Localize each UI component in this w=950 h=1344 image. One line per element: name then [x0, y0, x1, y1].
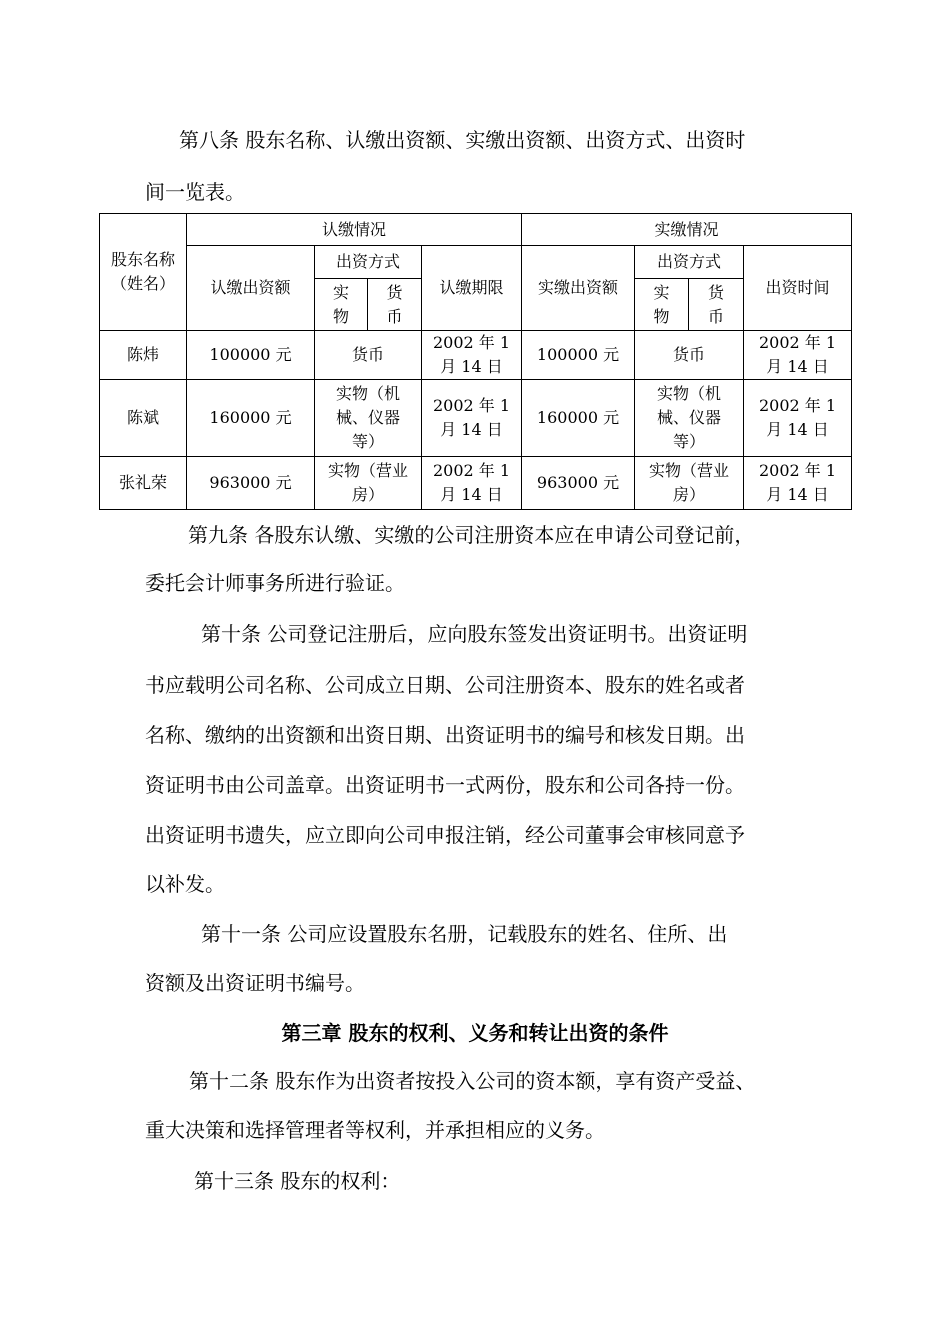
article11-line1: 第十一条 公司应设置股东名册，记载股东的姓名、住所、出 — [201, 922, 728, 946]
cell-paid-amount: 100000 元 — [522, 331, 635, 380]
cell-paid-method: 实物（机械、仪器等） — [635, 380, 744, 457]
header-subscribed-deadline: 认缴期限 — [422, 246, 522, 331]
header-contribution-method: 出资方式 — [315, 246, 422, 279]
header-subscribed-amount: 认缴出资额 — [187, 246, 315, 331]
header-physical-paid: 实物 — [635, 279, 689, 331]
header-paid-amount: 实缴出资额 — [522, 246, 635, 331]
article11-line2: 资额及出资证明书编号。 — [145, 971, 365, 995]
shareholder-contribution-table — [99, 213, 852, 510]
header-contribution-time: 出资时间 — [744, 246, 852, 331]
article13-line1: 第十三条 股东的权利： — [194, 1169, 401, 1193]
article12-line1: 第十二条 股东作为出资者按投入公司的资本额，享有资产受益、 — [189, 1069, 756, 1093]
article10-line1: 第十条 公司登记注册后，应向股东签发出资证明书。出资证明 — [201, 622, 748, 646]
article8-line1: 第八条 股东名称、认缴出资额、实缴出资额、出资方式、出资时 — [179, 128, 746, 152]
cell-paid-time: 2002 年 1 月 14 日 — [744, 380, 852, 457]
cell-name: 张礼荣 — [100, 457, 187, 510]
table-row — [100, 331, 852, 380]
header-physical: 实物 — [315, 279, 368, 331]
cell-subscribed-deadline: 2002 年 1 月 14 日 — [422, 331, 522, 380]
header-shareholder-name: 股东名称（姓名） — [100, 214, 187, 331]
article12-line2: 重大决策和选择管理者等权利，并承担相应的义务。 — [145, 1118, 605, 1142]
table-row — [100, 457, 852, 510]
article10-line3: 名称、缴纳的出资额和出资日期、出资证明书的编号和核发日期。出 — [145, 723, 745, 747]
cell-subscribed-deadline: 2002 年 1 月 14 日 — [422, 457, 522, 510]
cell-subscribed-amount: 100000 元 — [187, 331, 315, 380]
cell-subscribed-method: 货币 — [315, 331, 422, 380]
cell-paid-method: 实物（营业房） — [635, 457, 744, 510]
header-contribution-method-paid: 出资方式 — [635, 246, 744, 279]
cell-name: 陈炜 — [100, 331, 187, 380]
cell-subscribed-amount: 963000 元 — [187, 457, 315, 510]
article10-line5: 出资证明书遗失，应立即向公司申报注销，经公司董事会审核同意予 — [145, 823, 745, 847]
chapter3-title: 第三章 股东的权利、义务和转让出资的条件 — [281, 1021, 669, 1045]
cell-name: 陈斌 — [100, 380, 187, 457]
article8-line2: 间一览表。 — [145, 180, 245, 204]
header-subscribed-group: 认缴情况 — [187, 214, 522, 246]
cell-paid-time: 2002 年 1 月 14 日 — [744, 457, 852, 510]
cell-paid-amount: 160000 元 — [522, 380, 635, 457]
cell-subscribed-method: 实物（营业房） — [315, 457, 422, 510]
article10-line2: 书应载明公司名称、公司成立日期、公司注册资本、股东的姓名或者 — [145, 673, 745, 697]
cell-subscribed-method: 实物（机械、仪器等） — [315, 380, 422, 457]
article10-line4: 资证明书由公司盖章。出资证明书一式两份，股东和公司各持一份。 — [145, 773, 745, 797]
header-currency-paid: 货币 — [689, 279, 744, 331]
article9-line2: 委托会计师事务所进行验证。 — [145, 571, 405, 595]
cell-paid-amount: 963000 元 — [522, 457, 635, 510]
cell-paid-method: 货币 — [635, 331, 744, 380]
header-paid-group: 实缴情况 — [522, 214, 852, 246]
cell-subscribed-deadline: 2002 年 1 月 14 日 — [422, 380, 522, 457]
cell-paid-time: 2002 年 1 月 14 日 — [744, 331, 852, 380]
table-row — [100, 380, 852, 457]
cell-subscribed-amount: 160000 元 — [187, 380, 315, 457]
article9-line1: 第九条 各股东认缴、实缴的公司注册资本应在申请公司登记前， — [188, 523, 755, 547]
header-currency: 货币 — [368, 279, 422, 331]
article10-line6: 以补发。 — [145, 872, 225, 896]
